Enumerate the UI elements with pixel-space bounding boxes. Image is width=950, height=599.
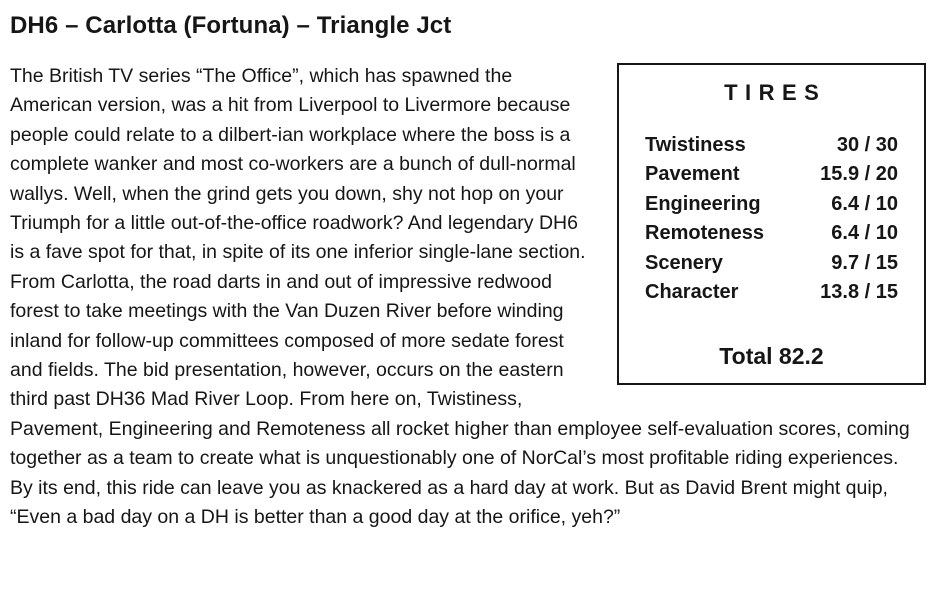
rating-label: Pavement [645, 163, 740, 186]
rating-value: 13.8 / 15 [820, 281, 898, 304]
total-value: 82.2 [778, 343, 824, 370]
rating-value: 30 / 30 [836, 134, 898, 156]
tires-rating-list [645, 131, 898, 307]
rating-row-twistiness [645, 131, 898, 160]
rating-row-character [645, 278, 898, 307]
tires-ratings-box [617, 63, 926, 385]
rating-value: 15.9 / 20 [820, 163, 898, 186]
rating-value: 9.7 / 15 [831, 251, 898, 274]
rating-value: 6.4 / 10 [831, 222, 898, 245]
rating-row-engineering [645, 190, 898, 219]
rating-value: 6.4 / 10 [831, 192, 898, 215]
page-title: DH6 – Carlotta (Fortuna) – Triangle Jct [10, 12, 452, 39]
total-score [619, 343, 924, 370]
total-label: Total [719, 343, 773, 370]
rating-label: Twistiness [645, 134, 746, 156]
rating-row-pavement [645, 160, 898, 189]
tires-box-title: TIRES [724, 80, 827, 105]
rating-label: Scenery [645, 251, 723, 274]
rating-label: Engineering [645, 192, 761, 215]
rating-label: Remoteness [645, 222, 764, 245]
document-body [10, 62, 926, 533]
rating-label: Character [645, 281, 739, 304]
rating-row-remoteness [645, 219, 898, 248]
rating-row-scenery [645, 249, 898, 278]
body-paragraph: The British TV series “The Office”, which has spawned the American version, was a hit from Liverpool to Livermore because people could relate to a dilbert-ian workplace where the boss is a complete wanker and most co-workers are a bunch of dull-normal wallys. Well, when the grind gets you down, shy not hop on your Triumph for a little out-of-the-office roadwork? And legendary DH6 is a fave spot for that, in spite of its one inferior single-lane section. From Carlotta, the road darts in and out of impressive redwood forest to take meetings with the Van Duzen River before winding inland for follow-up committees composed of more sedate forest and fields. The bid presentation, however, occurs on the eastern third past DH36 Mad River Loop. From here on, Twistiness, Pavement, Engineering and Remoteness all rocket higher than employee self-evaluation scores, coming together as a team to create what is unquestionably one of NorCal’s most profitable riding experiences. By its end, this ride can leave you as knackered as a hard day at work. But as David Brent might quip, “Even a bad day on a DH is better than a good day at the orifice, yeh?” [10, 65, 910, 529]
